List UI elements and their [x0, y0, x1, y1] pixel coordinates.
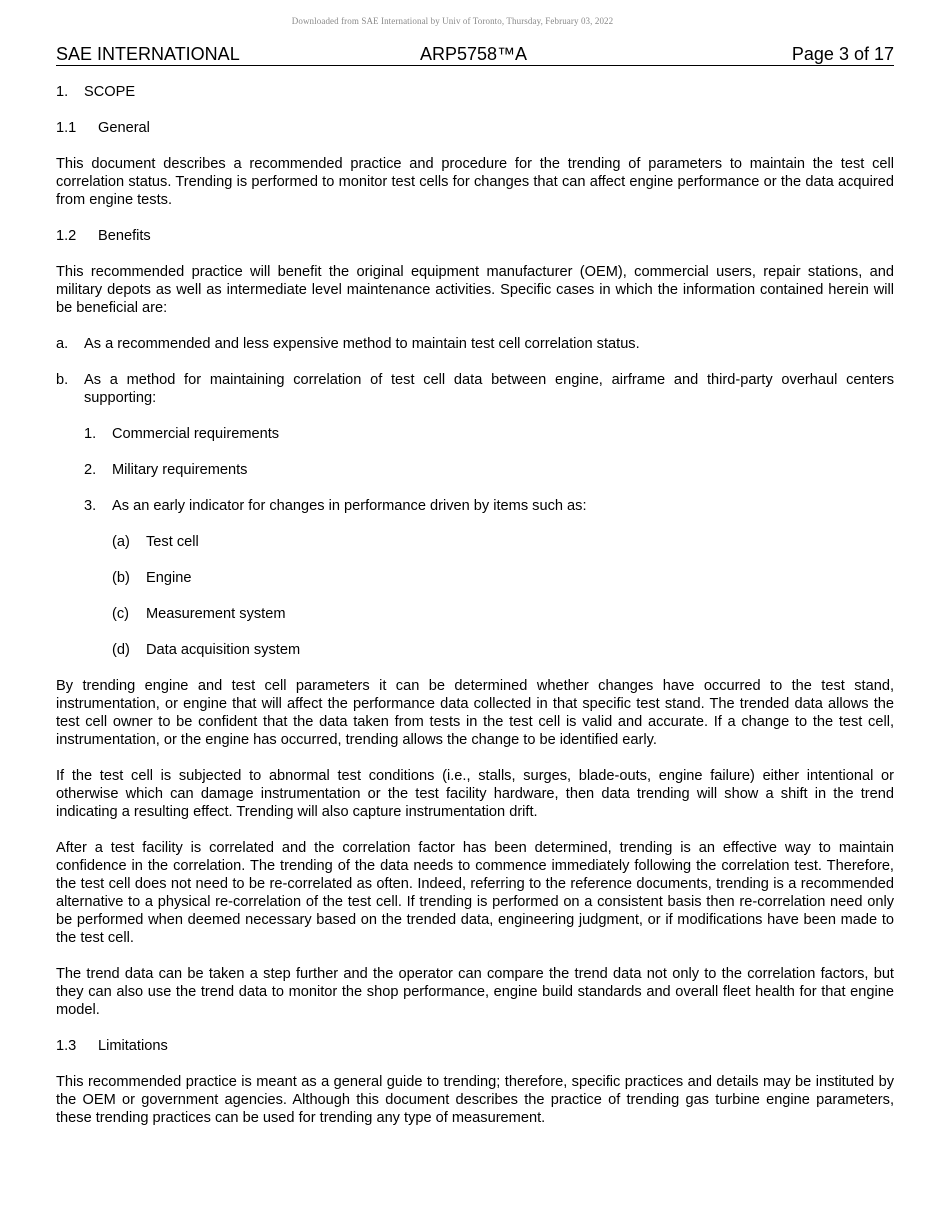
sub-list-item-3 — [84, 497, 894, 515]
general-paragraph: This document describes a recommended practice and procedure for the trending of parameters to maintain the test cell correlation status. Trending is performed to monitor test cells for changes that can affect engine performance or the data acquired from engine tests. — [56, 156, 894, 208]
section-heading-benefits — [56, 227, 894, 245]
section-heading-scope — [56, 83, 894, 101]
list-marker: a. — [56, 336, 69, 352]
page-header — [56, 44, 894, 66]
list-item-a — [56, 335, 894, 353]
sub-sub-list-item-a — [112, 533, 894, 551]
sub-list-item-1 — [84, 425, 894, 443]
list-marker: 3. — [84, 498, 97, 514]
sub-sub-list-item-c — [112, 605, 894, 623]
section-title: General — [98, 120, 150, 136]
list-marker: b. — [56, 372, 69, 388]
list-marker: (d) — [112, 642, 130, 658]
section-number: 1.1 — [56, 120, 77, 136]
list-item-b — [56, 371, 894, 407]
download-watermark: Downloaded from SAE International by Univ of Toronto, Thursday, February 03, 2022 — [291, 16, 614, 26]
section-number: 1. — [56, 84, 69, 100]
header-page-number: Page 3 of 17 — [791, 44, 894, 64]
header-document-id: ARP5758™A — [420, 44, 528, 64]
list-item-text: Engine — [146, 570, 192, 586]
sub-sub-list-item-d — [112, 641, 894, 659]
list-item-text: Test cell — [146, 534, 199, 550]
section-title: Limitations — [98, 1038, 168, 1054]
list-item-text: As a method for maintaining correlation of test cell data between engine, airframe and third-party overhaul centers supporting: — [84, 372, 894, 406]
benefits-paragraph-1: By trending engine and test cell parameters it can be determined whether changes have occurred to the test stand, instrumentation, or engine that will affect the performance data collected in that specific test stand. The trended data allows the test cell owner to be confident that the data taken from tests in the test cell is valid and accurate. If a change to the test cell, instrumentation, or the engine has occurred, trending allows the change to be identified early. — [56, 678, 894, 748]
section-number: 1.2 — [56, 228, 77, 244]
section-heading-limitations — [56, 1037, 894, 1055]
list-marker: (c) — [112, 606, 130, 622]
section-title: Benefits — [98, 228, 151, 244]
benefits-intro-paragraph: This recommended practice will benefit the original equipment manufacturer (OEM), commercial users, repair stations, and military depots as well as intermediate level maintenance activities. Specific cases in which the information contained herein will be beneficial are: — [56, 264, 894, 316]
list-marker: (b) — [112, 570, 130, 586]
section-title: SCOPE — [84, 84, 136, 100]
document-body — [56, 83, 894, 1145]
list-marker: 1. — [84, 426, 97, 442]
benefits-paragraph-4: The trend data can be taken a step further and the operator can compare the trend data not only to the correlation factors, but they can also use the trend data to monitor the shop performance, engine build standards and overall fleet health for that engine model. — [56, 966, 894, 1018]
section-heading-general — [56, 119, 894, 137]
list-item-text: Data acquisition system — [146, 642, 301, 658]
limitations-paragraph: This recommended practice is meant as a general guide to trending; therefore, specific practices and details may be instituted by the OEM or government agencies. Although this document describes the practice of trending gas turbine engine parameters, these trending practices can be used for trending any type of measurement. — [56, 1074, 894, 1126]
list-item-text: Commercial requirements — [112, 426, 280, 442]
list-item-text: Measurement system — [146, 606, 286, 622]
list-item-text: As a recommended and less expensive method to maintain test cell correlation status. — [84, 336, 640, 352]
list-marker: (a) — [112, 534, 130, 550]
sub-sub-list-item-b — [112, 569, 894, 587]
section-number: 1.3 — [56, 1038, 77, 1054]
benefits-paragraph-3: After a test facility is correlated and the correlation factor has been determined, trending is an effective way to maintain confidence in the correlation. The trending of the data needs to commence immediately following the correlation test. Therefore, the test cell does not need to be re-correlated as often. Indeed, referring to the reference documents, trending is a recommended alternative to a physical re-correlation of the test cell. If trending is performed on a consistent basis then re-correlation need only be performed when deemed necessary based on the trended data, engineering judgment, or if modifications have been made to the test cell. — [56, 840, 894, 946]
list-item-text: Military requirements — [112, 462, 248, 478]
benefits-paragraph-2: If the test cell is subjected to abnormal test conditions (i.e., stalls, surges, blade-outs, engine failure) either intentional or otherwise which can damage instrumentation or the test facility hardware, then data trending will show a shift in the trend indicating a resulting effect. Trending will also capture instrumentation drift. — [56, 768, 894, 820]
header-organization: SAE INTERNATIONAL — [56, 44, 240, 64]
list-marker: 2. — [84, 462, 97, 478]
list-item-text: As an early indicator for changes in performance driven by items such as: — [112, 498, 587, 514]
sub-list-item-2 — [84, 461, 894, 479]
